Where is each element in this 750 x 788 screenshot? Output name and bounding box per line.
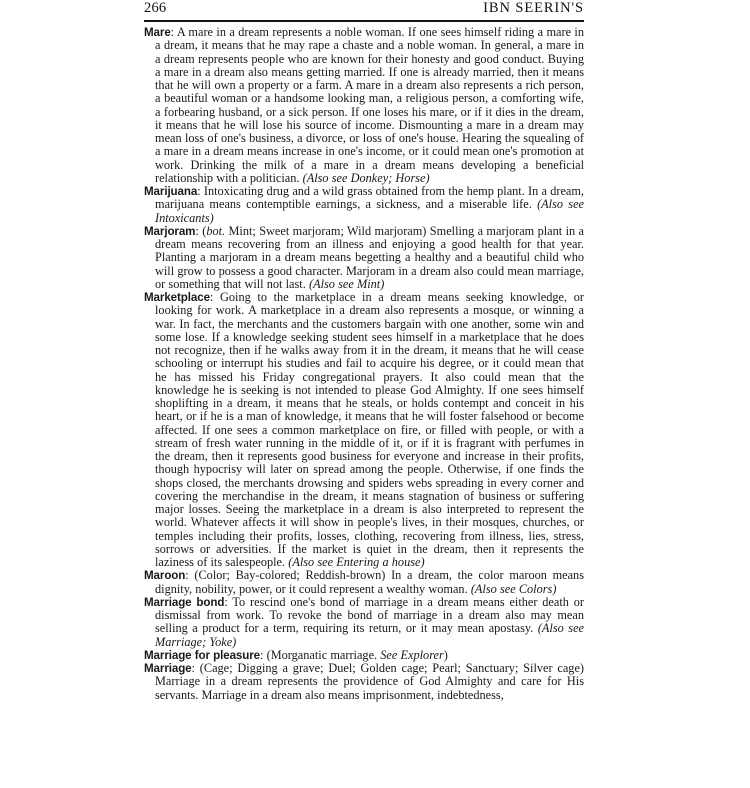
book-title: IBN SEERIN'S bbox=[483, 0, 584, 16]
dictionary-entry bbox=[144, 291, 584, 569]
dictionary-entry bbox=[144, 596, 584, 649]
entry-cross-reference: See Explorer bbox=[380, 647, 444, 662]
entry-definition-text: (Color; Bay-colored; Reddish-brown) In a dream, the color maroon means dignity, nobility, power, or it could represent a wealthy woman. bbox=[155, 568, 584, 596]
entry-cross-reference: (Also see Intoxicants) bbox=[155, 197, 584, 225]
entry-lead-paren: ( bbox=[202, 223, 207, 238]
dictionary-entry bbox=[144, 569, 584, 596]
dictionary-entry bbox=[144, 662, 584, 702]
entry-field-label: bot. bbox=[206, 223, 226, 238]
entry-separator: : bbox=[191, 661, 200, 676]
entry-separator: : bbox=[209, 290, 220, 305]
dictionary-entry-list bbox=[144, 26, 584, 702]
entry-headword: Marketplace bbox=[144, 291, 210, 305]
entry-definition-text: (Morganatic marriage. bbox=[266, 647, 381, 662]
page-number: 266 bbox=[144, 0, 167, 16]
entry-headword: Marjoram bbox=[144, 224, 196, 238]
dictionary-entry bbox=[144, 185, 584, 225]
entry-tail-text: ) bbox=[443, 647, 448, 662]
entry-headword: Marriage bond bbox=[144, 595, 225, 609]
entry-separator: : bbox=[185, 568, 195, 583]
entry-cross-reference: (Also see Entering a house) bbox=[288, 555, 425, 570]
entry-definition-text: Mint; Sweet marjoram; Wild marjoram) Smelling a marjoram plant in a dream means recovering from an illness and enjoying a good health for that year. Planting a marjoram in a dream means begetting a healthy and a beautiful child who will grow to possess a good character. Marjoram in a dream also could mean marriage, or something that will not last. bbox=[155, 223, 584, 291]
entry-headword: Marriage bbox=[144, 662, 192, 676]
entry-cross-reference: (Also see Colors) bbox=[470, 581, 557, 596]
entry-headword: Marriage for pleasure bbox=[144, 648, 261, 662]
entry-definition-text: A mare in a dream represents a noble woman. If one sees himself riding a mare in a dream, it means that he may rape a chaste and a noble woman. In general, a mare in a dream represents people who are known for their honesty and good conduct. Buying a mare in a dream also means getting married. If one is already married, then it means that he will own a property or a farm. A mare in a dream also represents a rich person, a beautiful woman or a handsome looking man, a religious person, a comforting wife, a forbearing husband, or a sick person. If one loses his mare, or if it dies in the dream, it means that he will lose his source of income. Dismounting a mare in a dream may mean loss of one's business, a divorce, or loss of one's house. Hearing the squealing of a mare in a dream means increase in one's income, or it could mean one's promotion at work. Drinking the milk of a mare in a dream means developing a beneficial relationship with a politician. bbox=[155, 25, 584, 185]
entry-separator: : bbox=[197, 184, 204, 199]
entry-headword: Marijuana bbox=[144, 185, 198, 199]
entry-cross-reference: (Also see Marriage; Yoke) bbox=[155, 621, 584, 649]
entry-separator: : bbox=[170, 25, 177, 40]
page-content-block bbox=[144, 0, 584, 702]
dictionary-entry bbox=[144, 225, 584, 291]
entry-headword: Maroon bbox=[144, 569, 186, 583]
entry-definition-text: Going to the marketplace in a dream means seeking knowledge, or looking for work. A marketplace in a dream also represents a mosque, or winning a war. In fact, the merchants and the customers bargain with one another, some win and some lose. If a knowledge seeking student sees himself in a marketplace that he does not recognize, then if he walks away from it in the dream, it means that he will cease schooling or interrupt his studies and fail to acquire his degree, or it could mean that he has missed his Friday congregational prayers. It also could mean that the knowledge he is seeking is not intended to please God Almighty. If one sees himself shoplifting in a dream, it means that he steals, or holds contempt and conceit in his heart, or if he is a man of knowledge, it means that he will foster falsehood or become affected. If one sees a common marketplace on fire, or filled with people, or with a stream of fresh water running in the middle of it, or if it is fragrant with perfumes in the dream, then it represents good business for everyone and increase in their profits, though hypocrisy will later on spread among the people. Otherwise, if one finds the shops closed, the merchants drowsing and spiders webs spreading in every corner and covering the merchandise in the dream, it means stagnation of business or suffering major losses. Seeing the marketplace in a dream is also interpreted to represent the world. Whatever affects it will show in people's lives, in their mosques, churches, or temples including their profits, losses, clothing, recovering from illness, lies, stress, sorrows or adversities. If the market is quiet in the dream, then it represents the laziness of its salespeople. bbox=[155, 290, 584, 570]
entry-cross-reference: (Also see Donkey; Horse) bbox=[302, 170, 430, 185]
entry-definition-text: Intoxicating drug and a wild grass obtained from the hemp plant. In a dream, marijuana means contemptible earnings, a sickness, and a miserable life. bbox=[155, 184, 584, 212]
dictionary-entry bbox=[144, 26, 584, 185]
entry-separator: : bbox=[195, 223, 203, 238]
entry-separator: : bbox=[224, 594, 233, 609]
running-head bbox=[144, 0, 584, 19]
entry-cross-reference: (Also see Mint) bbox=[308, 276, 385, 291]
entry-definition-text: To rescind one's bond of marriage in a dream means either death or dismissal from work. To revoke the bond of marriage in a dream also may mean selling a product for a term, requiring its return, or it may mean apostasy. bbox=[155, 594, 584, 636]
dictionary-entry bbox=[144, 649, 584, 662]
entry-separator: : bbox=[260, 647, 267, 662]
entry-definition-text: (Cage; Digging a grave; Duel; Golden cage; Pearl; Sanctuary; Silver cage) Marriage in a dream represents the providence of God Almighty and care for His servants. Marriage in a dream also means imprisonment, indebtedness, bbox=[155, 661, 584, 702]
header-rule bbox=[144, 20, 584, 22]
entry-headword: Mare bbox=[144, 26, 171, 40]
